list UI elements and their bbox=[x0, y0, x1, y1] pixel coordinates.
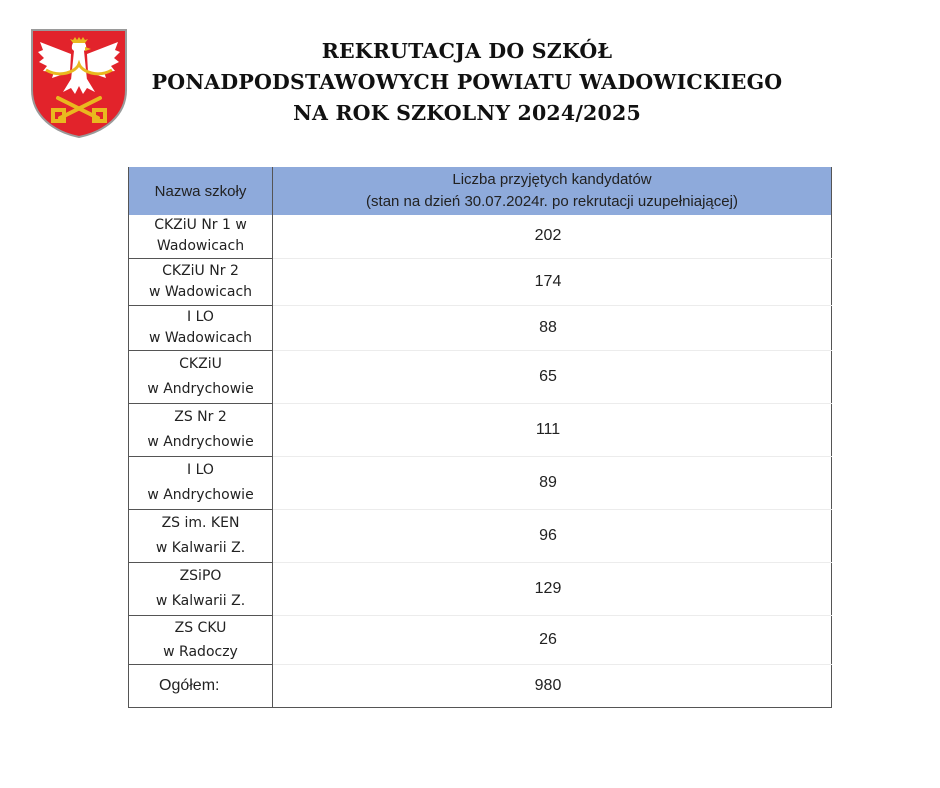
school-name-line-2: w Kalwarii Z. bbox=[155, 592, 246, 609]
total-count-cell bbox=[273, 664, 832, 707]
table-header-row bbox=[129, 167, 832, 215]
school-name-line-1: CKZiU bbox=[179, 355, 222, 372]
school-name-cell bbox=[129, 509, 273, 562]
admitted-count-cell bbox=[273, 456, 832, 509]
school-name-line-2: w Wadowicach bbox=[148, 329, 253, 346]
admitted-count: 26 bbox=[539, 630, 557, 648]
table-row bbox=[129, 615, 832, 664]
count-header-line-2: (stan na dzień 30.07.2024r. po rekrutacji uzupełniającej) bbox=[366, 193, 738, 210]
school-name-cell bbox=[129, 305, 273, 350]
admitted-count-cell bbox=[273, 509, 832, 562]
admitted-count-cell bbox=[273, 305, 832, 350]
table-row bbox=[129, 456, 832, 509]
total-count: 980 bbox=[534, 676, 562, 694]
table-row bbox=[129, 509, 832, 562]
table-row bbox=[129, 403, 832, 456]
title-line-2: PONADPODSTAWOWYCH POWIATU WADOWICKIEGO bbox=[151, 70, 783, 94]
school-name-cell bbox=[129, 615, 273, 664]
admitted-count-cell bbox=[273, 615, 832, 664]
total-label: Ogółem: bbox=[159, 677, 220, 694]
column-header-count bbox=[273, 167, 832, 215]
table-row bbox=[129, 258, 832, 305]
school-name-line-1: ZS im. KEN bbox=[161, 514, 240, 531]
school-name-cell bbox=[129, 215, 273, 258]
school-name-cell bbox=[129, 456, 273, 509]
school-name-line-2: w Andrychowie bbox=[147, 433, 254, 450]
admitted-count: 202 bbox=[534, 227, 562, 245]
school-name-cell bbox=[129, 350, 273, 403]
admitted-count: 111 bbox=[535, 420, 561, 438]
title-line-1: REKRUTACJA DO SZKÓŁ bbox=[321, 39, 613, 63]
school-name-header-label: Nazwa szkoły bbox=[154, 182, 247, 200]
school-name-line-1: ZS Nr 2 bbox=[174, 408, 227, 425]
school-name-line-2: w Kalwarii Z. bbox=[155, 539, 246, 556]
admitted-count: 65 bbox=[539, 367, 557, 385]
coat-of-arms-logo bbox=[30, 28, 128, 138]
table-row bbox=[129, 305, 832, 350]
school-name-line-2: w Radoczy bbox=[163, 643, 238, 660]
total-label-cell bbox=[129, 664, 273, 707]
admitted-count: 174 bbox=[534, 272, 562, 290]
admitted-count-cell bbox=[273, 258, 832, 305]
school-name-cell bbox=[129, 258, 273, 305]
admitted-count: 129 bbox=[534, 579, 562, 597]
admitted-count: 88 bbox=[539, 318, 557, 336]
count-header-line-1: Liczba przyjętych kandydatów bbox=[452, 171, 652, 188]
recruitment-table bbox=[128, 167, 832, 708]
school-name-cell bbox=[129, 562, 273, 615]
admitted-count-cell bbox=[273, 403, 832, 456]
school-name-line-1: I LO bbox=[187, 461, 214, 478]
column-header-school-name bbox=[129, 167, 273, 215]
admitted-count-cell bbox=[273, 562, 832, 615]
school-name-line-1: CKZiU Nr 1 w bbox=[154, 217, 247, 234]
admitted-count: 89 bbox=[539, 473, 557, 491]
table-row bbox=[129, 350, 832, 403]
school-name-line-2: w Wadowicach bbox=[148, 283, 253, 300]
school-name-line-2: w Andrychowie bbox=[147, 380, 254, 397]
total-row bbox=[129, 664, 832, 707]
school-name-line-1: CKZiU Nr 2 bbox=[162, 262, 239, 279]
table-row bbox=[129, 562, 832, 615]
table-row bbox=[129, 215, 832, 258]
page-title bbox=[140, 36, 794, 129]
admitted-count-cell bbox=[273, 350, 832, 403]
admitted-count-cell bbox=[273, 215, 832, 258]
school-name-cell bbox=[129, 403, 273, 456]
school-name-line-1: ZS CKU bbox=[174, 619, 227, 636]
school-name-line-1: I LO bbox=[187, 308, 214, 325]
school-name-line-2: Wadowicach bbox=[156, 238, 245, 255]
admitted-count: 96 bbox=[539, 526, 557, 544]
school-name-line-1: ZSiPO bbox=[179, 567, 222, 584]
title-line-3: NA ROK SZKOLNY 2024/2025 bbox=[293, 101, 641, 125]
school-name-line-2: w Andrychowie bbox=[147, 486, 254, 503]
